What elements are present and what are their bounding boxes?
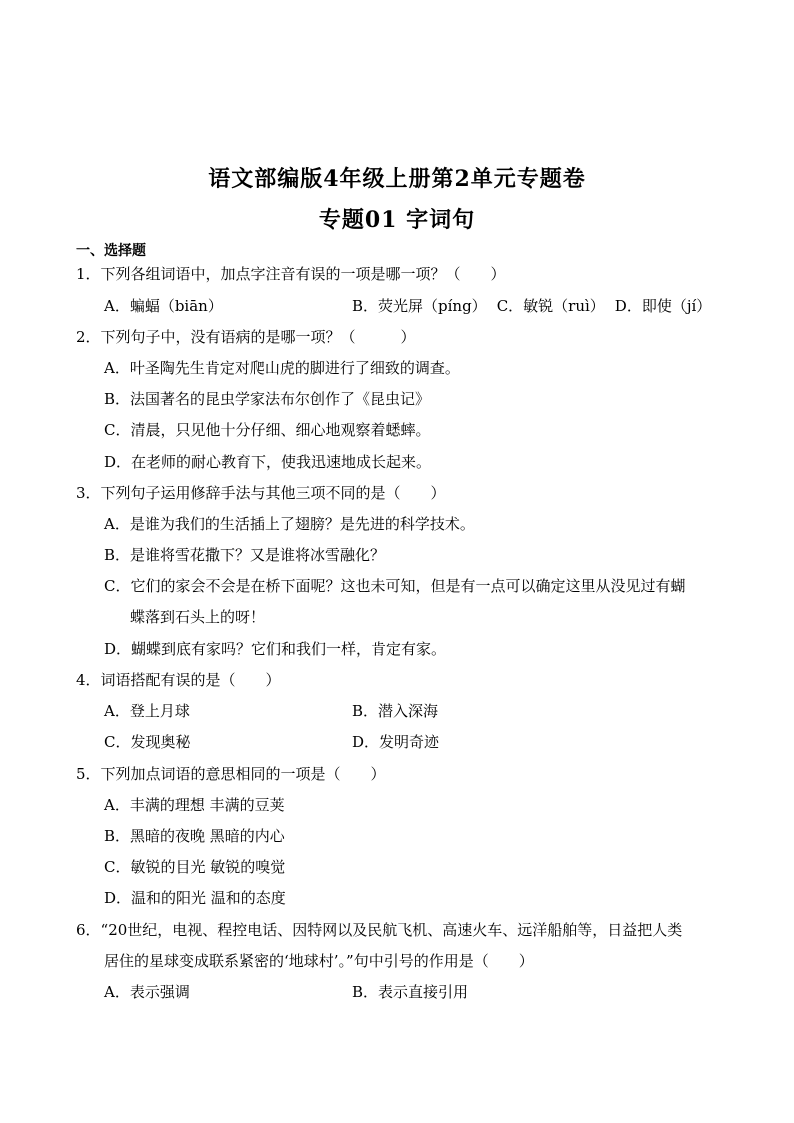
question-6-option-a: A．表示强调 [104,983,190,1001]
question-3-option-a: A．是谁为我们的生活插上了翅膀？是先进的科学技术。 [104,515,475,533]
question-1-option-a: A．蝙蝠（biān） [104,297,223,315]
question-1-option-c: C．敏锐（ruì） [496,297,605,315]
question-2-stem: 2．下列句子中，没有语病的是哪一项？（ ） [76,328,416,346]
question-5-option-d: D．温和的阳光 温和的态度 [104,889,286,907]
question-1-option-b: B．荧光屏（píng） [352,297,487,315]
question-3-option-c-continued: 蝶落到石头上的呀！ [130,608,266,626]
question-5-stem: 5．下列加点词语的意思相同的一项是（ ） [76,765,386,783]
question-3-option-b: B．是谁将雪花撒下？又是谁将冰雪融化？ [104,546,386,564]
document-title: 语文部编版4年级上册第2单元专题卷 [208,166,586,192]
question-6-stem-continued: 居住的星球变成联系紧密的‘地球村’。”句中引号的作用是（ ） [104,952,534,970]
question-4-option-d: D．发明奇迹 [352,733,440,751]
question-5-option-a: A．丰满的理想 丰满的豆荚 [104,796,285,814]
question-2-option-c: C．清晨，只见他十分仔细、细心地观察着蟋蟀。 [104,421,431,439]
question-6-option-b: B．表示直接引用 [352,983,469,1001]
question-1-option-d: D．即使（jí） [614,297,712,315]
question-4-option-c: C．发现奥秘 [104,733,191,751]
question-2-option-d: D．在老师的耐心教育下，使我迅速地成长起来。 [104,453,432,471]
question-4-option-b: B．潜入深海 [352,702,439,720]
question-5-option-b: B．黑暗的夜晚 黑暗的内心 [104,827,285,845]
question-5-option-c: C．敏锐的目光 敏锐的嗅觉 [104,858,286,876]
question-1-stem: 1．下列各组词语中，加点字注音有误的一项是哪一项？（ ） [76,265,506,283]
question-1-options-bcd [352,296,711,316]
question-3-option-d: D．蝴蝶到底有家吗？它们和我们一样，肯定有家。 [104,640,447,658]
section-heading: 一、选择题 [76,243,146,259]
question-2-option-a: A．叶圣陶先生肯定对爬山虎的脚进行了细致的调查。 [104,359,460,377]
question-4-stem: 4．词语搭配有误的是（ ） [76,671,281,689]
question-6-stem: 6．“20世纪，电视、程控电话、因特网以及民航飞机、高速火车、远洋船舶等，日益把人类 [76,921,683,939]
question-3-stem: 3．下列句子运用修辞手法与其他三项不同的是（ ） [76,484,446,502]
document-subtitle: 专题01 字词句 [318,207,476,233]
question-3-option-c: C．它们的家会不会是在桥下面呢？这也未可知，但是有一点可以确定这里从没见过有蝴 [104,577,686,595]
question-2-option-b: B．法国著名的昆虫学家法布尔创作了《昆虫记》 [104,390,431,408]
question-4-option-a: A．登上月球 [104,702,190,720]
